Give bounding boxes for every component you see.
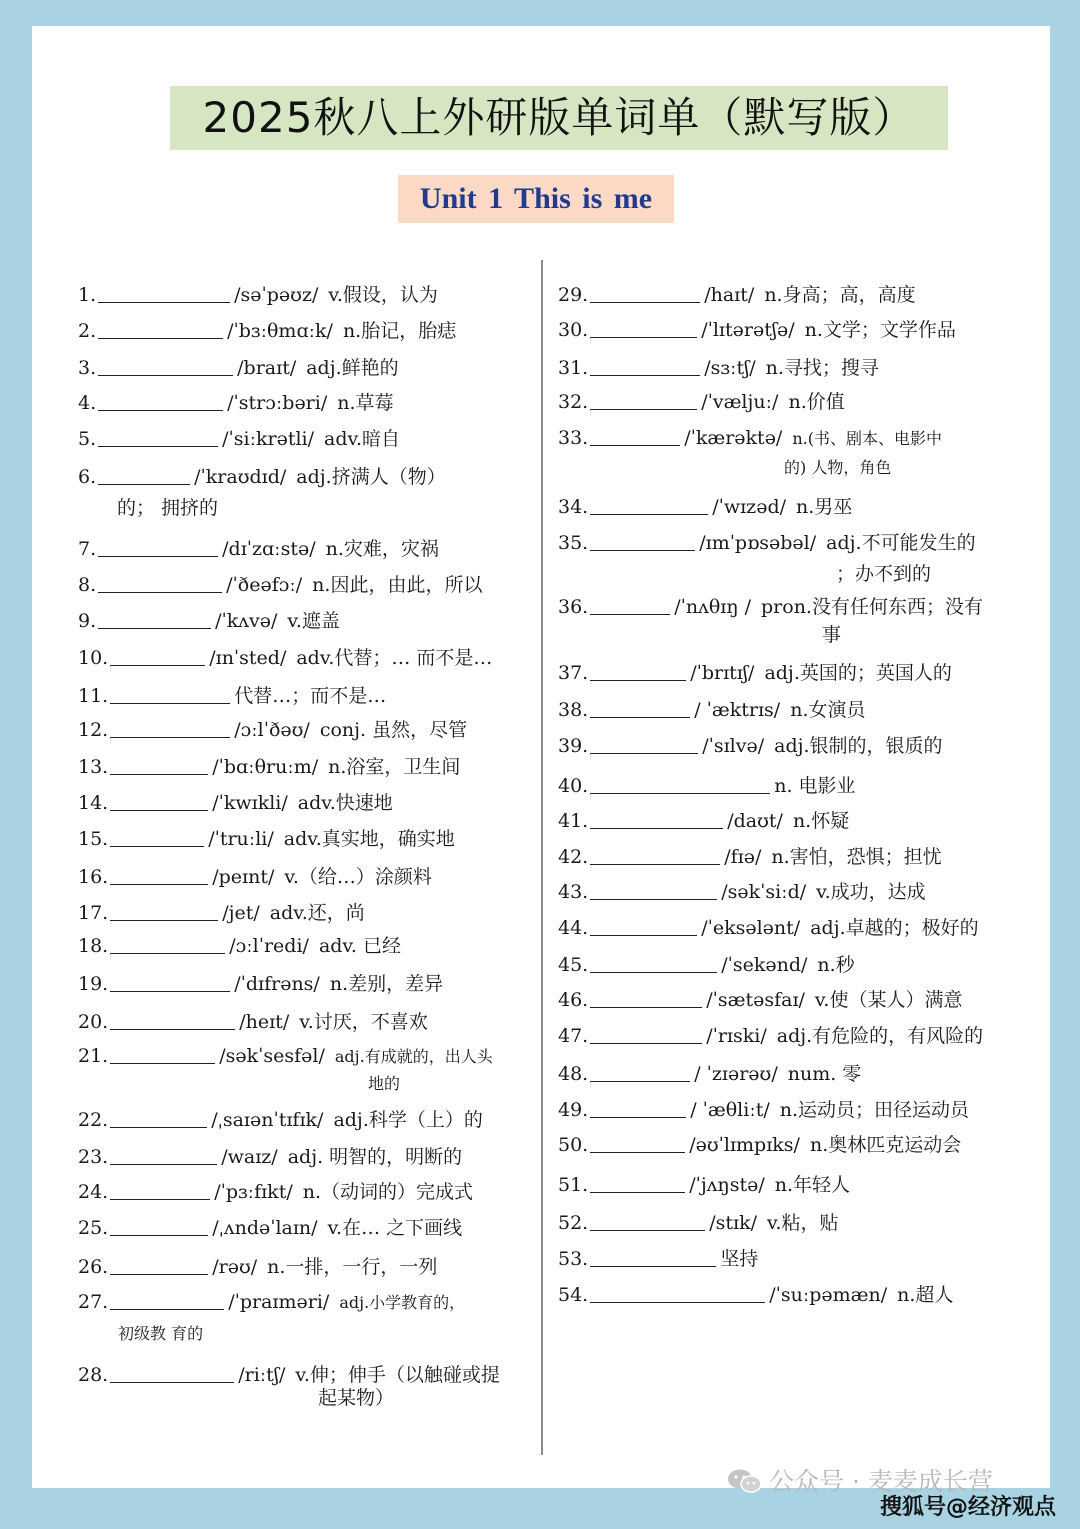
vocab-entry-11 <box>78 681 386 711</box>
phonetic: /ˈkraʊdɪd/ <box>194 466 287 488</box>
vocab-entry-4 <box>78 388 394 418</box>
wechat-icon <box>727 1468 763 1494</box>
meaning: n.害怕，恐惧；担忧 <box>771 846 942 868</box>
meaning: v.假设，认为 <box>328 284 438 306</box>
meaning: v.粘，贴 <box>767 1212 839 1234</box>
meaning: n.年轻人 <box>774 1174 851 1196</box>
watermark-text: 公众号 · 麦麦成长营 <box>769 1467 993 1496</box>
answer-blank[interactable] <box>590 425 680 446</box>
vocab-entry-2 <box>78 316 456 346</box>
vocab-entry-52 <box>558 1208 839 1238</box>
meaning: v.在… 之下画线 <box>327 1217 463 1239</box>
meaning: v.（给…）涂颜料 <box>284 866 432 888</box>
meaning: 坚持 <box>720 1248 759 1270</box>
meaning: n.胎记，胎痣 <box>342 320 457 342</box>
entry-number: 5. <box>78 428 97 450</box>
vocab-entry-43 <box>558 877 926 907</box>
entry-number: 52. <box>558 1212 589 1234</box>
phonetic: /ɪmˈpɒsəbəl/ <box>699 532 817 554</box>
phonetic: /heɪt/ <box>239 1011 290 1033</box>
answer-blank[interactable] <box>110 826 204 847</box>
entry-number: 44. <box>558 917 589 939</box>
answer-blank[interactable] <box>98 464 190 485</box>
meaning: adv.真实地，确实地 <box>283 828 455 850</box>
unit-heading: Unit 1 This is me <box>398 175 674 223</box>
vocab-entry-30 <box>558 315 956 345</box>
answer-blank[interactable] <box>110 754 208 775</box>
answer-blank[interactable] <box>590 1282 765 1303</box>
meaning: n.灾难，灾祸 <box>325 538 439 560</box>
meaning: n.价值 <box>788 391 845 413</box>
phonetic: /ˈðeəfɔː/ <box>226 574 303 596</box>
meaning: adj.小学教育的， <box>339 1293 466 1312</box>
entry-number: 40. <box>558 775 589 797</box>
phonetic: /ɔːlˈredi/ <box>229 935 309 957</box>
answer-blank[interactable] <box>110 717 230 738</box>
meaning-continuation: 的； 拥挤的 <box>117 497 219 519</box>
vocab-entry-21 <box>78 1041 493 1072</box>
meaning: n.(书、剧本、电影中 <box>792 429 942 448</box>
phonetic: /ˈnʌθɪŋ / <box>674 596 752 618</box>
answer-blank[interactable] <box>590 1023 702 1044</box>
vocab-entry-19 <box>78 969 443 999</box>
entry-number: 46. <box>558 989 589 1011</box>
phonetic: /ˈbrɪtɪʃ/ <box>690 662 755 684</box>
entry-number: 47. <box>558 1025 589 1047</box>
phonetic: /ˈkʌvə/ <box>215 610 278 632</box>
entry-number: 4. <box>78 392 97 414</box>
phonetic: /ˈdɪfrəns/ <box>234 973 320 995</box>
meaning: n.一排，一行，一列 <box>267 1256 438 1278</box>
phonetic: /səkˈsesfəl/ <box>219 1045 325 1067</box>
entry-number: 33. <box>558 427 589 449</box>
answer-blank[interactable] <box>590 915 697 936</box>
meaning: n.女演员 <box>790 699 866 721</box>
vocab-entry-48 <box>558 1059 861 1089</box>
answer-blank[interactable] <box>110 1179 210 1200</box>
vocab-entry-44 <box>558 913 979 943</box>
entry-number: 15. <box>78 828 109 850</box>
vocab-entry-38 <box>558 695 865 725</box>
entry-number: 49. <box>558 1099 589 1121</box>
answer-blank[interactable] <box>110 1215 208 1236</box>
column-divider <box>541 260 543 1455</box>
entry-number: 10. <box>78 647 109 669</box>
answer-blank[interactable] <box>590 1210 705 1231</box>
entry-number: 54. <box>558 1284 589 1306</box>
entry-number: 19. <box>78 973 109 995</box>
phonetic: /ˈbɑːθruːm/ <box>212 756 319 778</box>
phonetic: /stɪk/ <box>709 1212 757 1234</box>
vocab-entry-50 <box>558 1130 961 1160</box>
answer-blank[interactable] <box>98 282 230 303</box>
entry-number: 48. <box>558 1063 589 1085</box>
phonetic: /riːtʃ/ <box>238 1364 286 1386</box>
meaning: n.怀疑 <box>792 810 850 832</box>
meaning: v.使（某人）满意 <box>814 989 963 1011</box>
entry-number: 9. <box>78 610 97 632</box>
vocab-entry-5 <box>78 424 400 454</box>
meaning: n.身高；高，高度 <box>764 284 916 306</box>
vocab-entry-6 <box>78 462 446 492</box>
meaning: 代替…；而不是… <box>234 685 387 707</box>
answer-blank[interactable] <box>590 355 700 376</box>
phonetic: /ɔːlˈðəʊ/ <box>234 719 310 741</box>
phonetic: /ˈsɪlvə/ <box>702 735 765 757</box>
vocab-entry-24 <box>78 1177 473 1207</box>
vocab-entry-40 <box>558 771 856 801</box>
meaning: adj.鲜艳的 <box>306 357 399 379</box>
entry-number: 20. <box>78 1011 109 1033</box>
phonetic: /dɪˈzɑːstə/ <box>222 538 316 560</box>
entry-number: 45. <box>558 954 589 976</box>
entry-number: 22. <box>78 1109 109 1131</box>
entry-number: 30. <box>558 319 589 341</box>
entry-number: 51. <box>558 1174 589 1196</box>
entry-number: 12. <box>78 719 109 741</box>
phonetic: /haɪt/ <box>704 284 755 306</box>
answer-blank[interactable] <box>590 1246 716 1267</box>
source-label: 搜狐号@经济观点 <box>880 1495 1057 1520</box>
entry-number: 53. <box>558 1248 589 1270</box>
entry-number: 6. <box>78 466 97 488</box>
answer-blank[interactable] <box>590 879 717 900</box>
phonetic: /ˈeksələnt/ <box>701 917 801 939</box>
entry-number: 17. <box>78 902 109 924</box>
vocab-entry-39 <box>558 731 943 761</box>
answer-blank[interactable] <box>98 390 223 411</box>
entry-number: 26. <box>78 1256 109 1278</box>
vocab-entry-13 <box>78 752 460 782</box>
meaning: n.男巫 <box>796 496 853 518</box>
answer-blank[interactable] <box>98 608 211 629</box>
answer-blank[interactable] <box>110 864 208 885</box>
answer-blank[interactable] <box>590 530 695 551</box>
answer-blank[interactable] <box>110 1043 215 1064</box>
vocab-entry-41 <box>558 806 849 836</box>
vocab-entry-26 <box>78 1252 437 1282</box>
phonetic: /rəʊ/ <box>212 1256 258 1278</box>
answer-blank[interactable] <box>590 660 686 681</box>
vocab-entry-23 <box>78 1142 462 1172</box>
answer-blank[interactable] <box>98 355 233 376</box>
phonetic: /ˈvæljuː/ <box>701 391 779 413</box>
phonetic: /sɜːtʃ/ <box>704 357 756 379</box>
answer-blank[interactable] <box>590 317 697 338</box>
phonetic: / ˈæθliːt/ <box>690 1099 770 1121</box>
answer-blank[interactable] <box>110 1144 217 1165</box>
phonetic: /braɪt/ <box>237 357 297 379</box>
phonetic: /ˈkærəktə/ <box>684 427 783 449</box>
answer-blank[interactable] <box>110 790 208 811</box>
meaning-continuation: 的) 人物，角色 <box>784 458 892 477</box>
answer-blank[interactable] <box>110 1289 224 1310</box>
vocab-entry-45 <box>558 950 855 980</box>
answer-blank[interactable] <box>590 1132 685 1153</box>
vocab-entry-42 <box>558 842 942 872</box>
phonetic: /ˈsuːpəmæn/ <box>769 1284 888 1306</box>
answer-blank[interactable] <box>590 1097 686 1118</box>
entry-number: 14. <box>78 792 109 814</box>
answer-blank[interactable] <box>110 645 205 666</box>
meaning: n.草莓 <box>337 392 394 414</box>
entry-number: 13. <box>78 756 109 778</box>
vocab-entry-22 <box>78 1105 483 1135</box>
answer-blank[interactable] <box>590 594 670 615</box>
vocab-entry-20 <box>78 1007 428 1037</box>
meaning-continuation: ；办不到的 <box>836 563 932 585</box>
vocab-entry-18 <box>78 931 401 961</box>
vocab-entry-10 <box>78 643 492 673</box>
vocab-entry-9 <box>78 606 340 636</box>
entry-number: 37. <box>558 662 589 684</box>
meaning: adj.英国的；英国人的 <box>764 662 952 684</box>
meaning-continuation: 初级教 育的 <box>118 1324 204 1343</box>
meaning: adv.还，尚 <box>269 902 365 924</box>
answer-blank[interactable] <box>590 494 708 515</box>
answer-blank[interactable] <box>590 733 698 754</box>
meaning: n.奥林匹克运动会 <box>809 1134 962 1156</box>
vocab-entry-25 <box>78 1213 462 1243</box>
meaning-continuation: 事 <box>822 624 842 646</box>
answer-blank[interactable] <box>110 971 230 992</box>
phonetic: /waɪz/ <box>221 1146 278 1168</box>
answer-blank[interactable] <box>110 900 218 921</box>
entry-number: 1. <box>78 284 97 306</box>
entry-number: 27. <box>78 1291 109 1313</box>
phonetic: /ˌʌndəˈlaɪn/ <box>212 1217 318 1239</box>
answer-blank[interactable] <box>110 933 225 954</box>
vocab-entry-31 <box>558 353 879 383</box>
meaning: v.伸；伸手（以触碰或提 <box>295 1364 500 1386</box>
entry-number: 29. <box>558 284 589 306</box>
vocab-entry-37 <box>558 658 952 688</box>
entry-number: 43. <box>558 881 589 903</box>
entry-number: 34. <box>558 496 589 518</box>
answer-blank[interactable] <box>590 952 717 973</box>
answer-blank[interactable] <box>110 1009 235 1030</box>
answer-blank[interactable] <box>590 808 723 829</box>
answer-blank[interactable] <box>110 1254 208 1275</box>
answer-blank[interactable] <box>98 536 218 557</box>
vocab-entry-47 <box>558 1021 983 1051</box>
vocab-entry-3 <box>78 353 399 383</box>
vocab-entry-15 <box>78 824 455 854</box>
phonetic: /fɪə/ <box>724 846 762 868</box>
phonetic: /ˈjʌŋstə/ <box>689 1174 765 1196</box>
phonetic: /ˈwɪzəd/ <box>712 496 787 518</box>
meaning: adv. 已经 <box>318 935 401 957</box>
meaning: v.成功，达成 <box>816 881 926 903</box>
meaning: v.遮盖 <box>287 610 340 632</box>
entry-number: 16. <box>78 866 109 888</box>
vocab-entry-8 <box>78 570 482 600</box>
entry-number: 50. <box>558 1134 589 1156</box>
meaning: adj.科学（上）的 <box>333 1109 483 1131</box>
meaning: n.差别，差异 <box>329 973 444 995</box>
vocab-entry-14 <box>78 788 393 818</box>
phonetic: /ˈbɜːθmɑːk/ <box>227 320 333 342</box>
meaning: adj.卓越的；极好的 <box>810 917 979 939</box>
meaning: n.运动员；田径运动员 <box>779 1099 970 1121</box>
entry-number: 3. <box>78 357 97 379</box>
meaning-continuation: 起某物） <box>318 1387 395 1409</box>
entry-number: 2. <box>78 320 97 342</box>
vocab-entry-36 <box>558 592 983 622</box>
entry-number: 21. <box>78 1045 109 1067</box>
phonetic: /ˈstrɔːbəri/ <box>227 392 328 414</box>
phonetic: /jet/ <box>222 902 260 924</box>
entry-number: 28. <box>78 1364 109 1386</box>
vocab-entry-46 <box>558 985 962 1015</box>
meaning: adv.代替；… 而不是… <box>296 647 493 669</box>
answer-blank[interactable] <box>98 318 223 339</box>
meaning: adv.暗自 <box>324 428 401 450</box>
answer-blank[interactable] <box>110 683 230 704</box>
meaning: n.超人 <box>897 1284 954 1306</box>
answer-blank[interactable] <box>590 282 700 303</box>
phonetic: /səkˈsiːd/ <box>721 881 807 903</box>
vocab-entry-16 <box>78 862 432 892</box>
vocab-entry-49 <box>558 1095 969 1125</box>
meaning: adj.有成就的，出人头 <box>334 1047 493 1066</box>
phonetic: /ˈsætəsfaɪ/ <box>706 989 805 1011</box>
meaning: pron.没有任何东西；没有 <box>761 596 983 618</box>
vocab-entry-35 <box>558 528 976 558</box>
entry-number: 31. <box>558 357 589 379</box>
answer-blank[interactable] <box>590 1172 685 1193</box>
meaning: n.因此，由此，所以 <box>312 574 483 596</box>
meaning: n.（动词的）完成式 <box>302 1181 474 1203</box>
phonetic: /səˈpəʊz/ <box>234 284 319 306</box>
entry-number: 23. <box>78 1146 109 1168</box>
vocab-entry-7 <box>78 534 439 564</box>
answer-blank[interactable] <box>590 844 720 865</box>
meaning: v.讨厌，不喜欢 <box>299 1011 428 1033</box>
answer-blank[interactable] <box>110 1107 207 1128</box>
meaning: num. 零 <box>787 1063 862 1085</box>
entry-number: 39. <box>558 735 589 757</box>
answer-blank[interactable] <box>110 1362 234 1383</box>
meaning: n.浴室，卫生间 <box>328 756 461 778</box>
entry-number: 25. <box>78 1217 109 1239</box>
entry-number: 35. <box>558 532 589 554</box>
vocab-entry-34 <box>558 492 852 522</box>
phonetic: /ˈlɪtərətʃə/ <box>701 319 795 341</box>
phonetic: /ˈsiːkrətli/ <box>222 428 315 450</box>
answer-blank[interactable] <box>98 572 222 593</box>
entry-number: 7. <box>78 538 97 560</box>
vocab-entry-1 <box>78 280 438 310</box>
vocab-entry-12 <box>78 715 467 745</box>
entry-number: 41. <box>558 810 589 832</box>
phonetic: /ˈrɪski/ <box>706 1025 767 1047</box>
vocab-entry-32 <box>558 387 845 417</box>
vocab-entry-27 <box>78 1287 465 1318</box>
phonetic: /ˈpraɪməri/ <box>228 1291 330 1313</box>
meaning: n. 电影业 <box>774 775 856 797</box>
meaning: adv.快速地 <box>297 792 393 814</box>
entry-number: 32. <box>558 391 589 413</box>
phonetic: /ɪnˈsted/ <box>209 647 287 669</box>
meaning: adj.有危险的，有风险的 <box>776 1025 984 1047</box>
meaning: n.文学；文学作品 <box>804 319 956 341</box>
phonetic: /ˈkwɪkli/ <box>212 792 288 814</box>
phonetic: /ˌsaɪənˈtɪfɪk/ <box>211 1109 324 1131</box>
vocab-entry-28 <box>78 1360 500 1390</box>
meaning: n.寻找；搜寻 <box>765 357 879 379</box>
entry-number: 42. <box>558 846 589 868</box>
entry-number: 18. <box>78 935 109 957</box>
phonetic: /ˈpɜːfɪkt/ <box>214 1181 293 1203</box>
phonetic: /ˈtruːli/ <box>208 828 274 850</box>
phonetic: / ˈæktrɪs/ <box>694 699 781 721</box>
vocab-entry-17 <box>78 898 365 928</box>
meaning: n.秒 <box>817 954 855 976</box>
vocab-entry-29 <box>558 280 916 310</box>
phonetic: /ˈsekənd/ <box>721 954 808 976</box>
answer-blank[interactable] <box>590 697 690 718</box>
answer-blank[interactable] <box>590 987 702 1008</box>
meaning: adj.挤满人（物） <box>296 466 446 488</box>
phonetic: /əʊˈlɪmpɪks/ <box>689 1134 800 1156</box>
answer-blank[interactable] <box>590 773 770 794</box>
meaning: adj.银制的，银质的 <box>774 735 943 757</box>
answer-blank[interactable] <box>590 1061 690 1082</box>
phonetic: /daʊt/ <box>727 810 783 832</box>
vocab-entry-54 <box>558 1280 953 1310</box>
entry-number: 36. <box>558 596 589 618</box>
meaning-continuation: 地的 <box>368 1074 401 1093</box>
entry-number: 8. <box>78 574 97 596</box>
phonetic: / ˈzɪərəʊ/ <box>694 1063 778 1085</box>
meaning: adj. 明智的，明断的 <box>287 1146 463 1168</box>
phonetic: /peɪnt/ <box>212 866 275 888</box>
answer-blank[interactable] <box>98 426 218 447</box>
entry-number: 24. <box>78 1181 109 1203</box>
answer-blank[interactable] <box>590 389 697 410</box>
entry-number: 11. <box>78 685 109 707</box>
vocab-entry-51 <box>558 1170 850 1200</box>
entry-number: 38. <box>558 699 589 721</box>
meaning: adj.不可能发生的 <box>826 532 976 554</box>
page-title: 2025秋八上外研版单词单（默写版） <box>170 86 948 150</box>
vocab-entry-33 <box>558 423 942 454</box>
vocab-entry-53 <box>558 1244 758 1274</box>
meaning: conj. 虽然，尽管 <box>319 719 468 741</box>
